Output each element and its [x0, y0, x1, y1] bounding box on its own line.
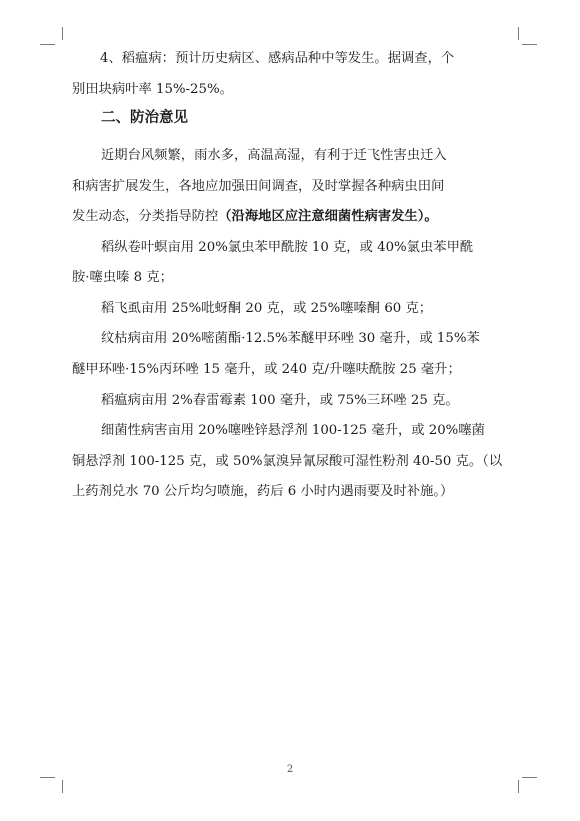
paragraph-leaf-roller-line1: 稻纵卷叶螟亩用 20%氯虫苯甲酰胺 10 克，或 40%氯虫苯甲酰 — [101, 240, 474, 255]
paragraph-leaf-roller-line2: 胺·噻虫嗪 8 克； — [72, 270, 173, 285]
paragraph-blast-line1: 稻瘟病亩用 2%春雷霉素 100 毫升，或 75%三环唑 25 克。 — [101, 393, 459, 408]
crop-mark-top-right-h — [522, 44, 537, 45]
crop-mark-bottom-right-v — [518, 780, 519, 793]
paragraph-item4-line1: 4、稻瘟病：预计历史病区、感病品种中等发生。据调查，个 — [100, 51, 455, 66]
paragraph-sheath-blight-line1: 纹枯病亩用 20%嘧菌酯·12.5%苯醚甲环唑 30 毫升，或 15%苯 — [101, 331, 480, 346]
crop-mark-top-left-h — [40, 44, 55, 45]
page-number: 2 — [286, 764, 294, 775]
paragraph-bacterial-line1: 细菌性病害亩用 20%噻唑锌悬浮剂 100-125 毫升，或 20%噻菌 — [101, 423, 485, 438]
intro-bold-note: （沿海地区应注意细菌性病害发生）。 — [218, 209, 438, 224]
crop-mark-top-left-v — [62, 27, 63, 40]
paragraph-bacterial-line2: 铜悬浮剂 100-125 克，或 50%氯溴异氰尿酸可湿性粉剂 40-50 克。（以 — [72, 454, 503, 469]
crop-mark-bottom-left-v — [62, 780, 63, 793]
paragraph-planthopper-line1: 稻飞虱亩用 25%吡蚜酮 20 克，或 25%噻嗪酮 60 克； — [101, 301, 433, 316]
crop-mark-bottom-right-h — [522, 777, 537, 778]
paragraph-bacterial-line3: 上药剂兑水 70 公斤均匀喷施，药后 6 小时内遇雨要及时补施。） — [72, 484, 454, 499]
paragraph-intro-line2: 和病害扩展发生，各地应加强田间调查，及时掌握各种病虫田间 — [72, 179, 445, 194]
crop-mark-bottom-left-h — [40, 777, 55, 778]
intro-plain-text: 发生动态，分类指导防控 — [72, 209, 219, 224]
paragraph-item4-line2: 别田块病叶率 15%-25%。 — [72, 82, 233, 97]
paragraph-sheath-blight-line2: 醚甲环唑·15%丙环唑 15 毫升，或 240 克/升噻呋酰胺 25 毫升； — [72, 362, 461, 377]
paragraph-intro-line1: 近期台风频繁，雨水多，高温高湿，有利于迁飞性害虫迁入 — [101, 148, 447, 163]
section-heading: 二、防治意见 — [101, 109, 188, 126]
paragraph-intro-line3 — [72, 207, 438, 227]
crop-mark-top-right-v — [518, 27, 519, 40]
